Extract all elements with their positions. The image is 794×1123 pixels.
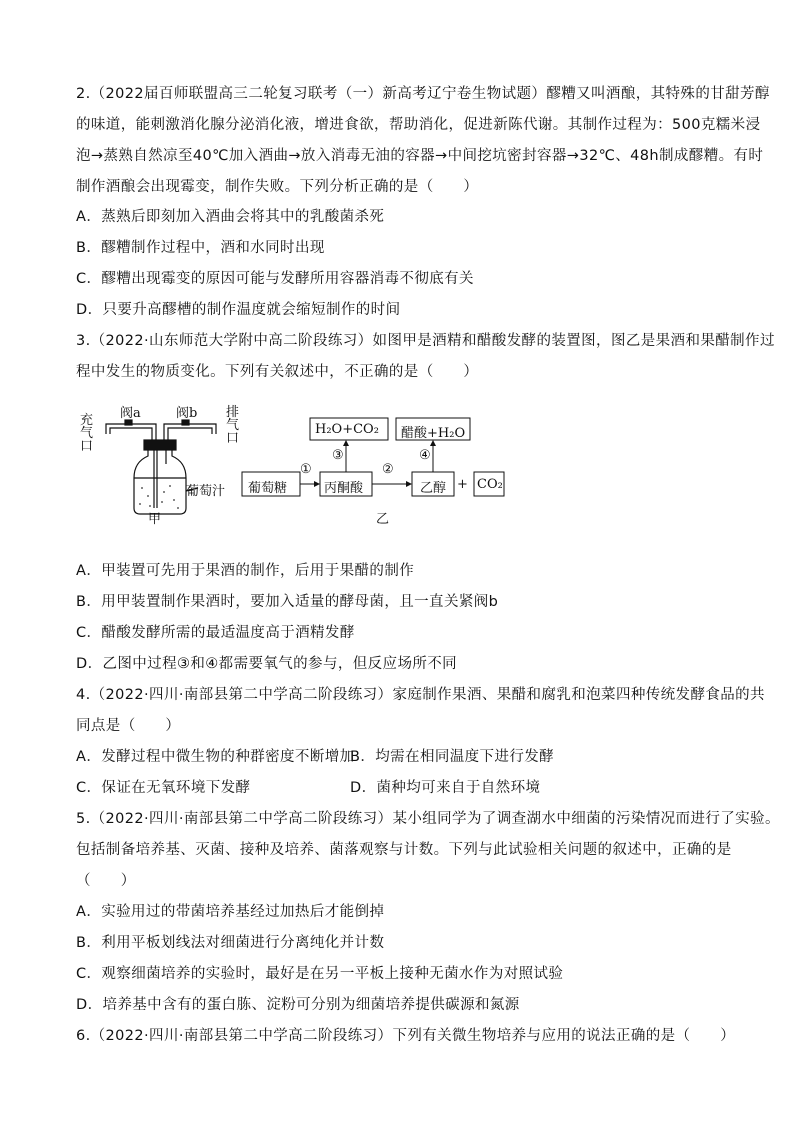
q2-stem-line-4: 制作酒酿会出现霉变，制作失败。下列分析正确的是（ ）	[76, 179, 479, 195]
arrow-1-icon	[314, 481, 320, 487]
q5-stem-line-3: （ ）	[76, 873, 136, 889]
arrow-2-icon	[406, 481, 412, 487]
q3-option-c: C．醋酸发酵所需的最适温度高于酒精发酵	[76, 625, 355, 641]
label-glucose: 葡萄糖	[248, 481, 288, 496]
label-step-3: ③	[332, 448, 344, 463]
q3-option-b: B．用甲装置制作果酒时，要加入适量的酵母菌，且一直关紧阀b	[76, 594, 499, 610]
caption-yi: 乙	[376, 512, 390, 527]
stopper	[144, 440, 176, 450]
label-h2o-co2: H₂O+CO₂	[315, 422, 379, 437]
figure-fermentation	[70, 396, 510, 526]
q5-option-b: B．利用平板划线法对细菌进行分离纯化并计数	[76, 935, 385, 951]
label-valve-a: 阀a	[120, 406, 141, 421]
label-grape-juice: 葡萄汁	[186, 484, 226, 499]
q4-option-a: A．发酵过程中微生物的种群密度不断增加	[76, 749, 355, 765]
q4-option-b: B．均需在相同温度下进行发酵	[350, 749, 555, 765]
label-inlet: 充 气 口	[80, 413, 94, 454]
q2-option-d: D．只要升高醪槽的制作温度就会缩短制作的时间	[76, 302, 401, 318]
caption-jia: 甲	[148, 512, 162, 527]
q3-option-a: A．甲装置可先用于果酒的制作，后用于果醋的制作	[76, 563, 415, 579]
label-plus: +	[457, 477, 468, 492]
q2-stem-line-3: 泡→蒸熟自然凉至40℃加入酒曲→放入消毒无油的容器→中间挖坑密封容器→32℃、48h制成醪糟。有时	[76, 148, 764, 164]
label-co2: CO₂	[477, 477, 503, 492]
q3-stem-line-2: 程中发生的物质变化。下列有关叙述中，不正确的是（ ）	[76, 364, 479, 380]
q2-option-c: C．醪糟出现霉变的原因可能与发酵所用容器消毒不彻底有关	[76, 271, 474, 287]
q2-option-b: B．醪糟制作过程中，酒和水同时出现	[76, 240, 325, 256]
q5-option-d: D．培养基中含有的蛋白胨、淀粉可分别为细菌培养提供碳源和氮源	[76, 997, 520, 1013]
label-ethanol: 乙醇	[420, 481, 447, 496]
arrow-3-icon	[343, 440, 349, 446]
q5-option-a: A．实验用过的带菌培养基经过加热后才能倒掉	[76, 904, 385, 920]
q5-option-c: C．观察细菌培养的实验时，最好是在另一平板上接种无菌水作为对照试验	[76, 966, 564, 982]
label-step-2: ②	[382, 462, 394, 477]
q4-option-d: D．菌种均可来自于自然环境	[350, 780, 541, 796]
q5-stem-line-2: 包括制备培养基、灭菌、接种及培养、菌落观察与计数。下列与此试验相关问题的叙述中，正确的是	[76, 842, 732, 858]
label-outlet: 排 气 口	[226, 405, 240, 446]
q4-stem-line-2: 同点是（ ）	[76, 718, 181, 734]
label-acetic-acid: 醋酸+H₂O	[401, 426, 466, 441]
label-step-4: ④	[419, 448, 431, 463]
q2-option-a: A．蒸熟后即刻加入酒曲会将其中的乳酸菌杀死	[76, 209, 385, 225]
bottle-outline	[134, 450, 186, 514]
q2-stem-line-2: 的味道，能刺激消化腺分泌消化液，增进食欲，帮助消化，促进新陈代谢。其制作过程为：500克糯米浸	[76, 117, 761, 133]
label-step-1: ①	[300, 462, 312, 477]
q4-option-c: C．保证在无氧环境下发酵	[76, 780, 251, 796]
q4-stem-line-1: 4.（2022·四川·南部县第二中学高二阶段练习）家庭制作果酒、果醋和腐乳和泡菜四种传统发酵食品的共	[76, 687, 765, 703]
q5-stem-line-1: 5.（2022·四川·南部县第二中学高二阶段练习）某小组同学为了调查湖水中细菌的污染情况而进行了实验。	[76, 811, 780, 827]
label-valve-b: 阀b	[176, 406, 198, 421]
label-pyruvate: 丙酮酸	[324, 481, 364, 496]
q3-option-d: D．乙图中过程③和④都需要氧气的参与，但反应场所不同	[76, 656, 458, 672]
q3-stem-line-1: 3.（2022·山东师范大学附中高二阶段练习）如图甲是酒精和醋酸发酵的装置图，图乙是果酒和果醋制作过	[76, 333, 775, 349]
q2-stem-line-1: 2.（2022届百师联盟高三二轮复习联考（一）新高考辽宁卷生物试题）醪糟又叫酒酿，其特殊的甘甜芳醇	[76, 86, 770, 102]
q6-stem-line-1: 6.（2022·四川·南部县第二中学高二阶段练习）下列有关微生物培养与应用的说法正确的是（ ）	[76, 1028, 736, 1044]
